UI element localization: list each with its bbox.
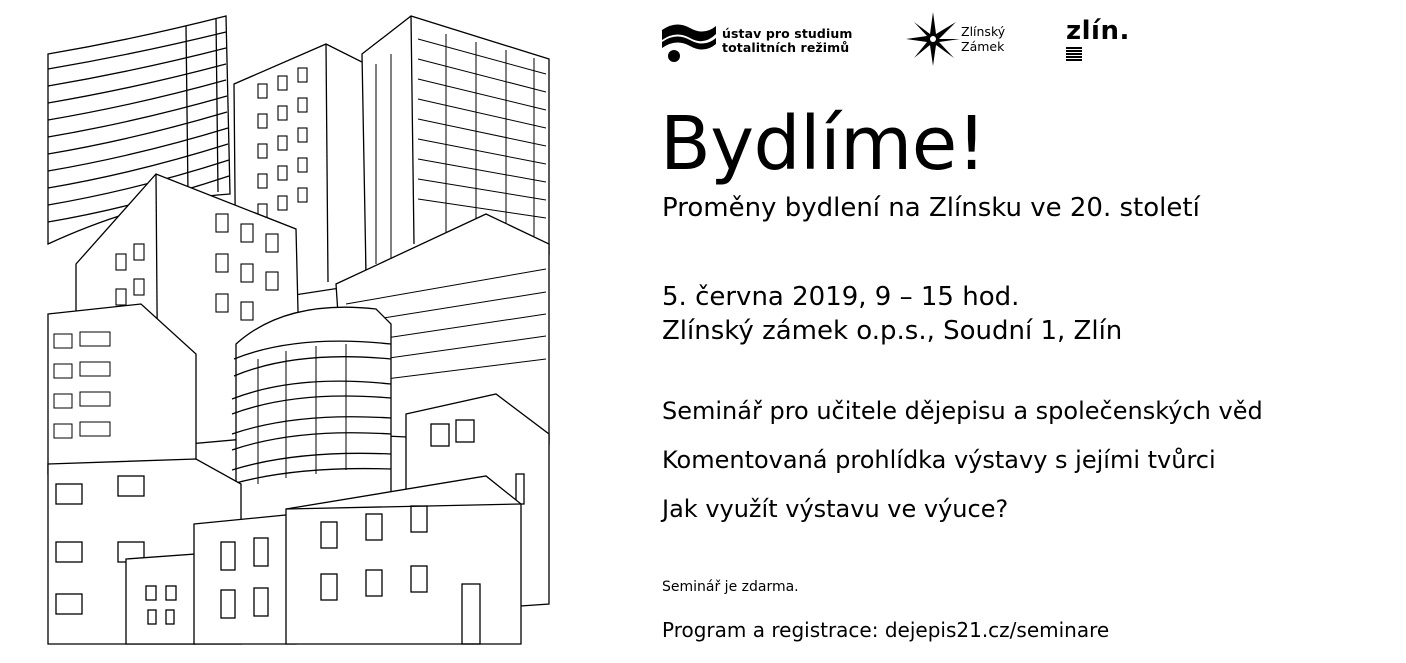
logo-bar: [660, 12, 1160, 72]
registration-link[interactable]: Program a registrace: dejepis21.cz/seminare: [662, 618, 1110, 642]
zlin-logo: [1066, 16, 1130, 62]
ustav-wave-icon: [660, 18, 718, 64]
zamek-line2: Zámek: [961, 39, 1005, 54]
program-item: Jak využít výstavu ve výuce?: [662, 495, 1009, 523]
event-subtitle: Proměny bydlení na Zlínsku ve 20. století: [662, 193, 1200, 223]
program-item: Komentovaná prohlídka výstavy s jejími tvůrci: [662, 446, 1216, 474]
buildings-illustration: [46, 14, 551, 646]
zlin-wordmark: zlín.: [1066, 16, 1130, 46]
ustav-logo: [660, 18, 852, 64]
zamek-logo: [906, 12, 1005, 66]
event-place: Zlínský zámek o.p.s., Soudní 1, Zlín: [662, 316, 1123, 346]
event-details: [662, 280, 1122, 348]
free-note: Seminář je zdarma.: [662, 579, 799, 595]
star-icon: [906, 12, 960, 66]
program-list: [662, 398, 1263, 545]
zlin-bars-icon: [1066, 47, 1082, 61]
event-date: 5. června 2019, 9 – 15 hod.: [662, 282, 1020, 312]
ustav-line2: totalitních režimů: [722, 40, 850, 55]
zamek-line1: Zlínský: [961, 24, 1006, 39]
program-item: Seminář pro učitele dějepisu a společenských věd: [662, 397, 1263, 425]
event-title: Bydlíme!: [660, 101, 986, 187]
ustav-line1: ústav pro studium: [722, 26, 853, 41]
